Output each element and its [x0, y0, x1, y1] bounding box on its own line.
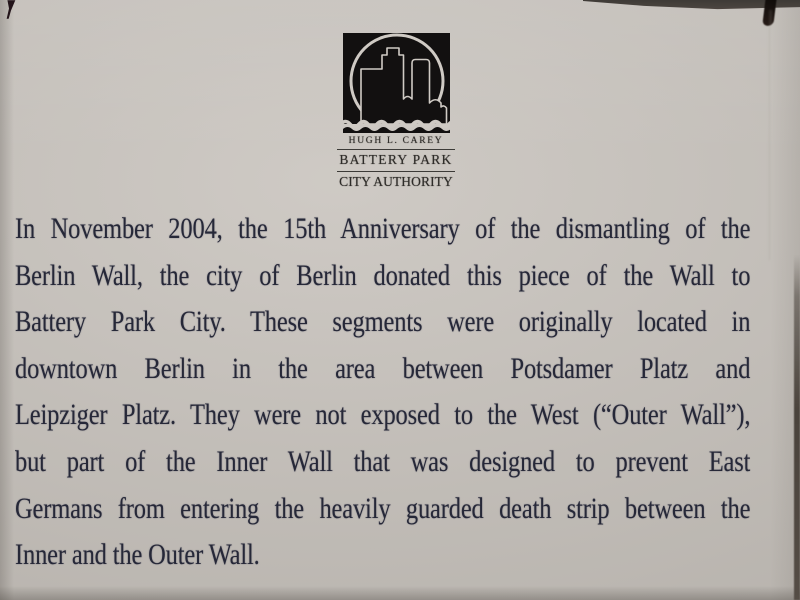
- photo-right-edge-shadow: [794, 255, 800, 600]
- bpca-wordmark: [337, 136, 455, 190]
- org-name-line3: CITY AUTHORITY: [339, 174, 453, 189]
- org-name-line1: HUGH L. CAREY: [337, 136, 455, 150]
- photo-mounting-clip-left: [3, 0, 23, 19]
- photo-surface-seam: [769, 10, 772, 260]
- plaque-text-line: Berlin Wall, the city of Berlin donated this piece of the Wall to: [15, 258, 751, 292]
- plaque-text-line: In November 2004, the 15th Anniversary of the dismantling of the: [15, 212, 751, 245]
- plaque-text-line: Battery Park City. These segments were originally located in: [15, 305, 751, 339]
- plaque-text-line: downtown Berlin in the area between Potsdamer Platz and: [15, 351, 751, 385]
- bpca-logo: [337, 33, 455, 190]
- plaque-text-line: but part of the Inner Wall that was designed to prevent East: [15, 444, 751, 478]
- plaque-text: [15, 206, 750, 579]
- plaque-text-line: Leipziger Platz. They were not exposed to the West (“Outer Wall”),: [15, 398, 751, 432]
- org-name-line2: BATTERY PARK: [337, 150, 455, 172]
- bpca-skyline-logo-icon: [343, 33, 450, 133]
- plaque-text-line: Inner and the Outer Wall.: [15, 538, 260, 572]
- plaque-text-line: Germans from entering the heavily guarded death strip between the: [15, 491, 751, 525]
